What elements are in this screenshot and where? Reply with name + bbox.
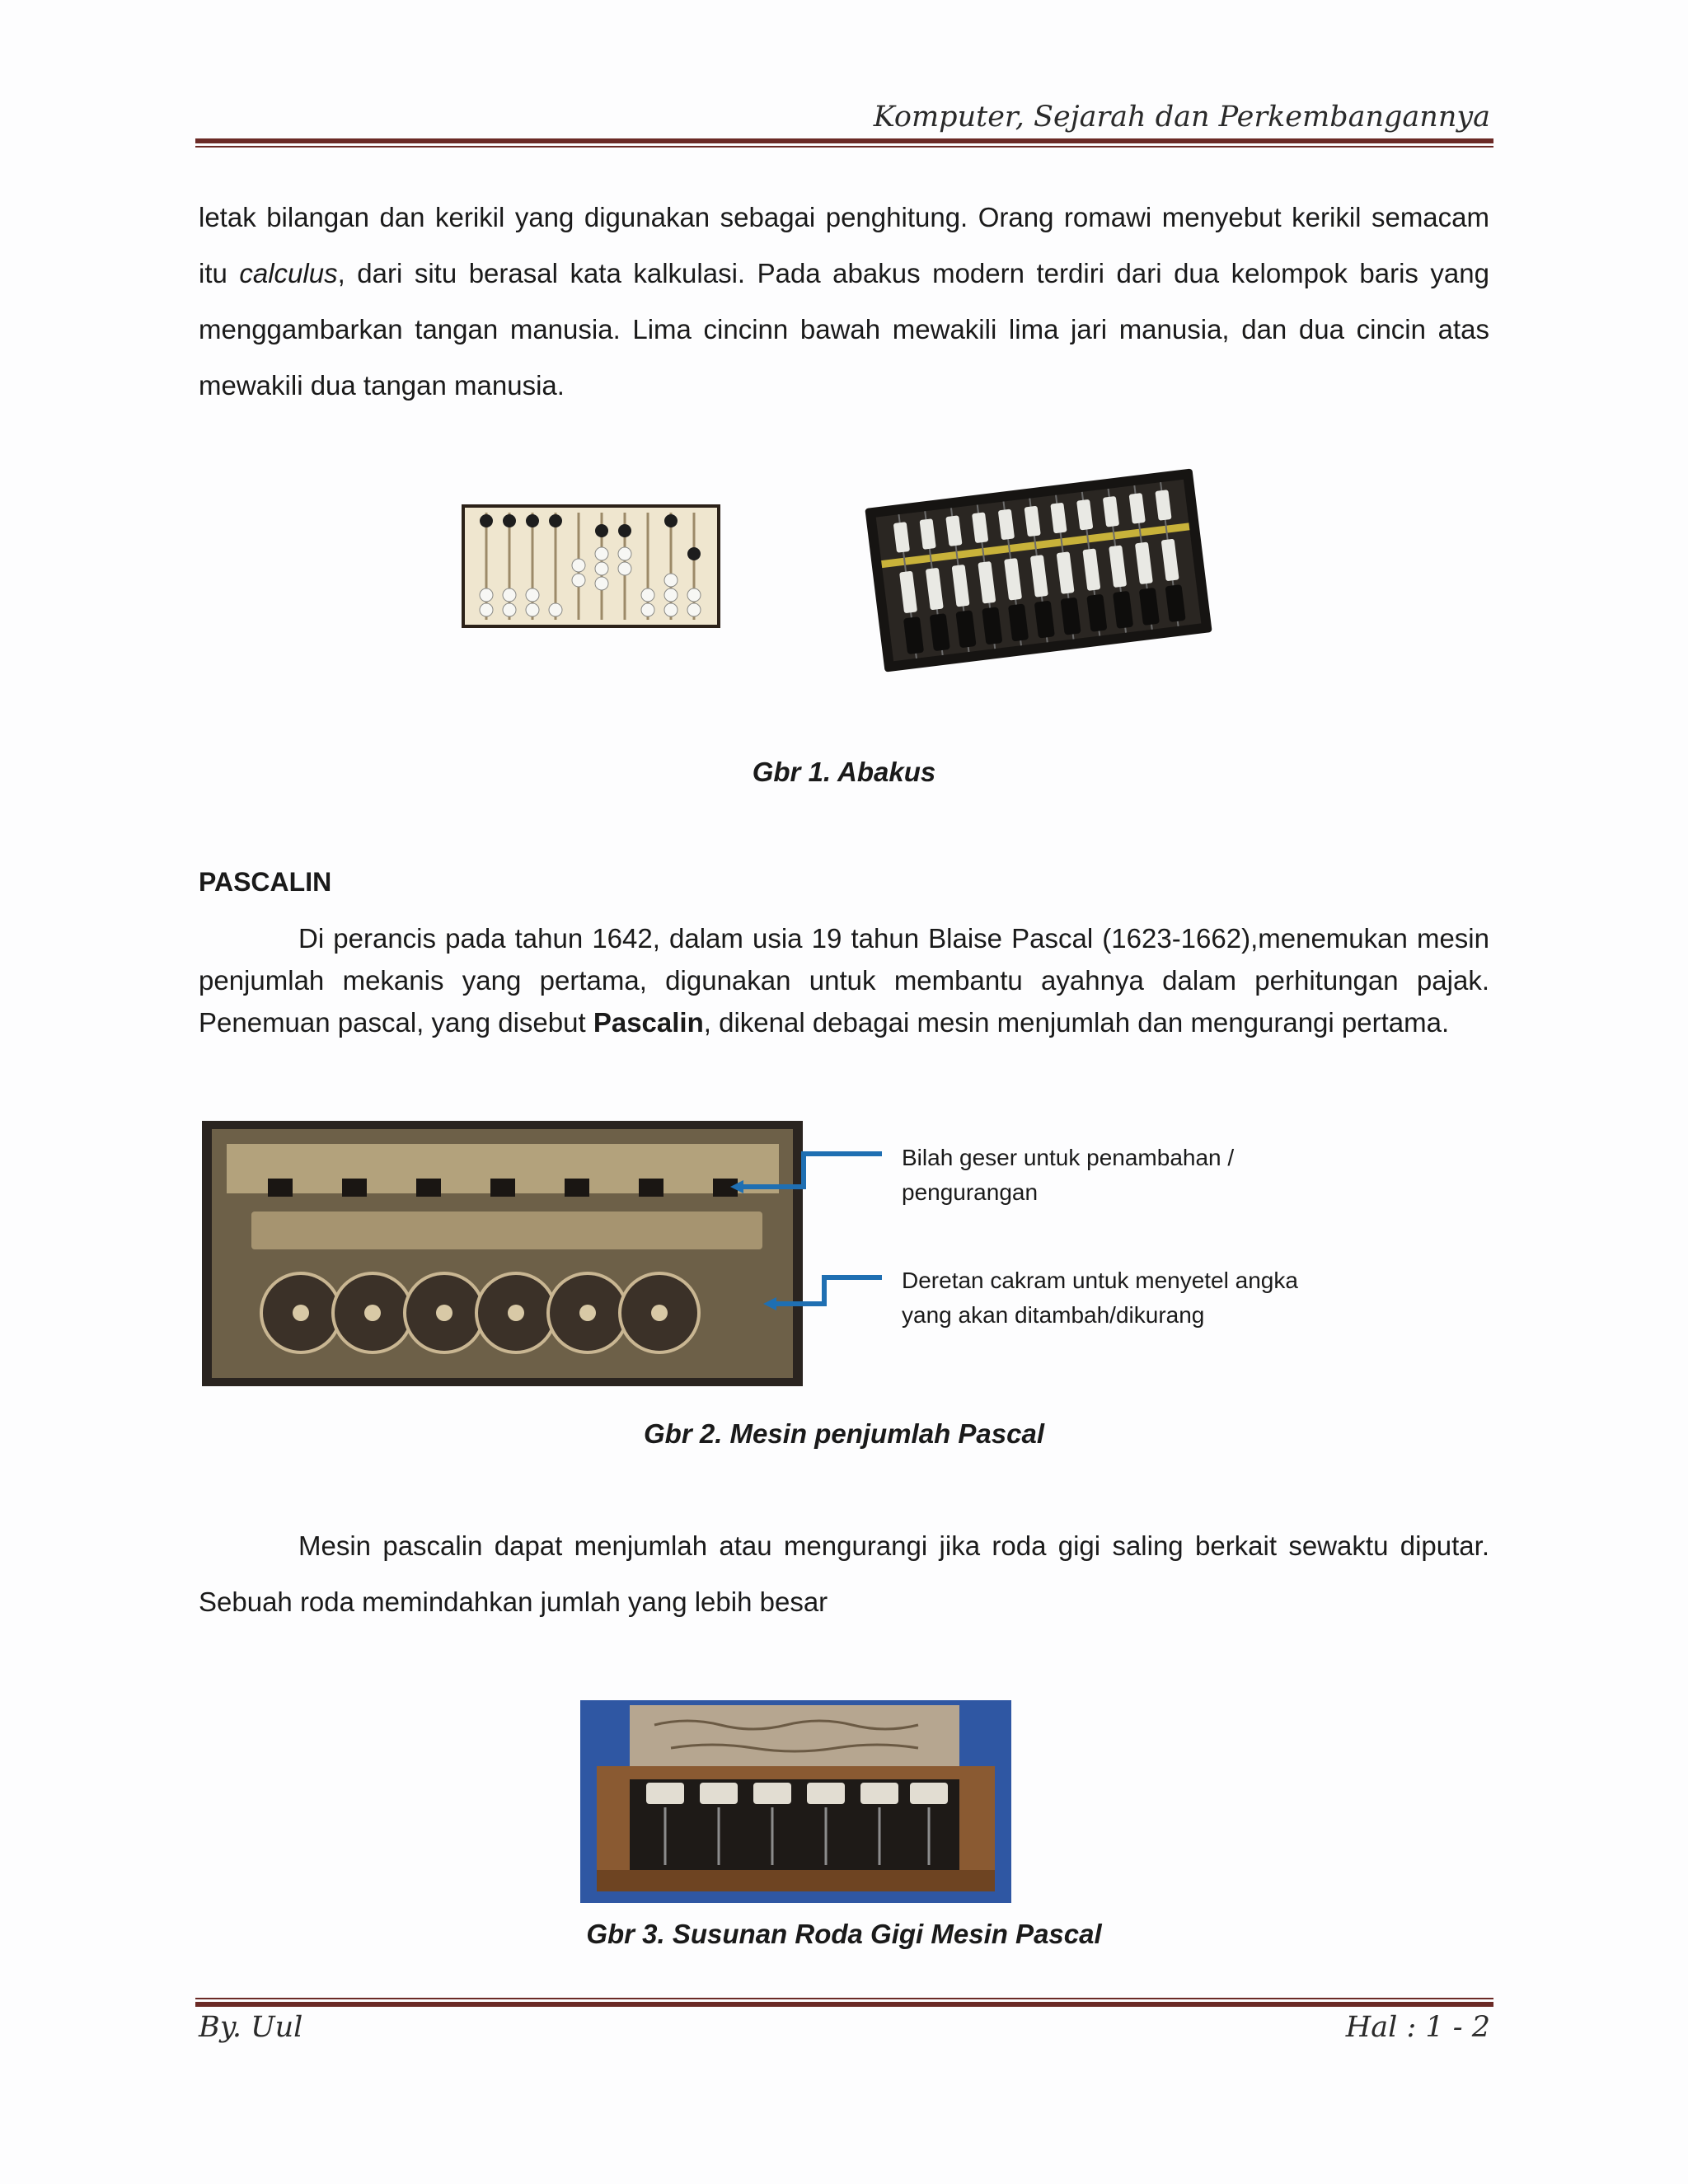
figure1-caption: Gbr 1. Abakus	[752, 757, 936, 787]
paragraph-gears	[199, 1518, 1489, 1630]
figure2-caption: Gbr 2. Mesin penjumlah Pascal	[644, 1418, 1044, 1449]
abacus-chinese-image	[857, 438, 1220, 702]
pascal-machine-image	[202, 1121, 803, 1386]
annotation-arrows	[725, 1146, 890, 1327]
running-header: Komputer, Sejarah dan Perkembangannya	[873, 101, 1490, 134]
footer-rule-thin	[195, 1998, 1493, 1999]
header-rule	[195, 138, 1493, 143]
annotation-dials: Deretan cakram untuk menyetel angka yang akan ditambah/dikurang	[902, 1268, 1298, 1328]
abacus-roman-image	[462, 504, 720, 628]
footer-author: By. Uul	[199, 2011, 303, 2044]
text-line: itu calculus, dari situ berasal kata kalkulasi. Pada abakus modern terdiri dari dua kelompok baris yang	[199, 258, 1489, 288]
annotation-slider: Bilah geser untuk penambahan / pengurangan	[902, 1145, 1235, 1205]
text-line: Penemuan pascal, yang disebut Pascalin, dikenal debagai mesin menjumlah dan mengurangi pertama.	[199, 1007, 1450, 1038]
header-rule-thin	[195, 146, 1493, 148]
text-line: penjumlah mekanis yang pertama, digunakan untuk membantu ayahnya dalam perhitungan pajak.	[199, 965, 1489, 996]
text-line: Di perancis pada tahun 1642, dalam usia 19 tahun Blaise Pascal (1623-1662),menemukan mesin	[298, 923, 1489, 954]
text-line: Sebuah roda memindahkan jumlah yang lebih besar	[199, 1586, 828, 1617]
section-heading: PASCALIN	[199, 867, 332, 897]
text-line: Mesin pascalin dapat menjumlah atau mengurangi jika roda gigi saling berkait sewaktu diputar.	[298, 1530, 1489, 1561]
footer-rule	[195, 2002, 1493, 2007]
paragraph-pascalin	[199, 917, 1489, 1043]
text-line: mewakili dua tangan manusia.	[199, 370, 565, 401]
text-line: menggambarkan tangan manusia. Lima cincinn bawah mewakili lima jari manusia, dan dua cincin atas	[199, 314, 1489, 344]
figure3-caption: Gbr 3. Susunan Roda Gigi Mesin Pascal	[586, 1919, 1102, 1949]
footer-page-number: Hal : 1 - 2	[1345, 2011, 1490, 2044]
paragraph-abakus	[199, 190, 1489, 414]
text-line: letak bilangan dan kerikil yang digunakan sebagai penghitung. Orang romawi menyebut kerikil semacam	[199, 202, 1489, 232]
pascal-gears-image	[580, 1700, 1011, 1903]
